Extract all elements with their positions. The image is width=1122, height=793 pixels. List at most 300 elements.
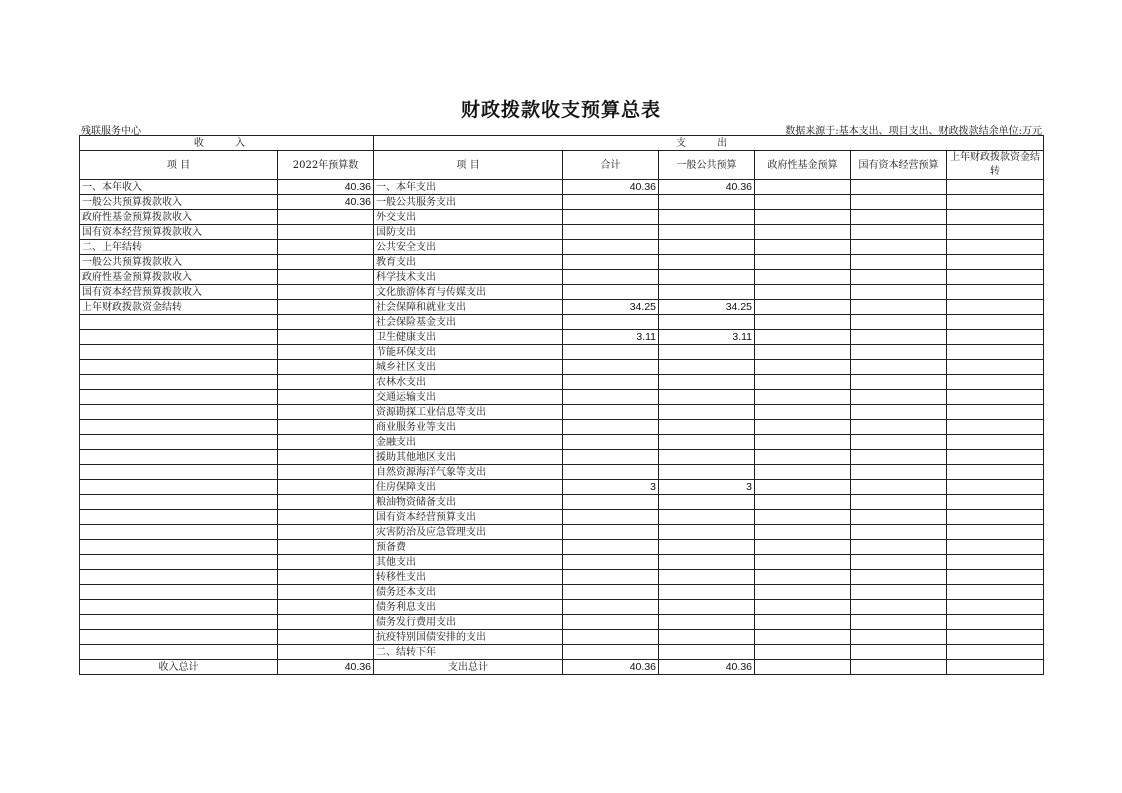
table-row <box>80 525 1044 540</box>
expense-item-cell: 卫生健康支出 <box>374 330 563 345</box>
carryover-cell <box>947 300 1044 315</box>
state-capital-total-value <box>851 660 947 675</box>
fund-budget-cell <box>755 210 851 225</box>
expense-item-cell: 教育支出 <box>374 255 563 270</box>
total-cell <box>563 360 659 375</box>
general-budget-cell <box>659 390 755 405</box>
expense-item-cell: 外交支出 <box>374 210 563 225</box>
state-capital-cell <box>851 420 947 435</box>
general-budget-cell: 3.11 <box>659 330 755 345</box>
expense-item-cell: 自然资源海洋气象等支出 <box>374 465 563 480</box>
state-capital-cell <box>851 360 947 375</box>
total-cell <box>563 540 659 555</box>
state-capital-cell <box>851 255 947 270</box>
fund-budget-cell <box>755 540 851 555</box>
fund-budget-cell <box>755 225 851 240</box>
income-amount-cell <box>278 405 374 420</box>
table-row <box>80 510 1044 525</box>
state-capital-cell <box>851 525 947 540</box>
income-amount-cell <box>278 390 374 405</box>
income-item-cell <box>80 615 278 630</box>
state-capital-cell <box>851 450 947 465</box>
income-total-value: 40.36 <box>278 660 374 675</box>
state-capital-cell <box>851 315 947 330</box>
state-capital-cell <box>851 240 947 255</box>
income-amount-cell <box>278 300 374 315</box>
unit-name: 残联服务中心 <box>81 126 141 137</box>
general-budget-cell <box>659 405 755 420</box>
carryover-cell <box>947 375 1044 390</box>
table-row <box>80 540 1044 555</box>
state-capital-cell <box>851 480 947 495</box>
fund-budget-cell <box>755 495 851 510</box>
state-capital-cell <box>851 375 947 390</box>
income-amount-cell <box>278 210 374 225</box>
state-capital-cell <box>851 465 947 480</box>
carryover-cell <box>947 585 1044 600</box>
income-item-cell <box>80 375 278 390</box>
column-header-row <box>80 151 1044 180</box>
income-amount-cell <box>278 555 374 570</box>
general-budget-cell <box>659 465 755 480</box>
expense-item-cell: 科学技术支出 <box>374 270 563 285</box>
income-amount-cell <box>278 330 374 345</box>
expense-item-cell: 文化旅游体育与传媒支出 <box>374 285 563 300</box>
expense-item-cell: 一、本年支出 <box>374 180 563 195</box>
state-capital-cell <box>851 195 947 210</box>
total-cell <box>563 585 659 600</box>
carryover-cell <box>947 195 1044 210</box>
fund-budget-cell <box>755 240 851 255</box>
carryover-cell <box>947 240 1044 255</box>
fund-budget-cell <box>755 270 851 285</box>
general-budget-cell <box>659 225 755 240</box>
carryover-cell <box>947 465 1044 480</box>
page-title: 财政拨款收支预算总表 <box>460 99 661 121</box>
expense-total-label: 支出总计 <box>374 660 563 675</box>
table-row <box>80 270 1044 285</box>
total-cell <box>563 495 659 510</box>
state-capital-cell <box>851 180 947 195</box>
table-row <box>80 375 1044 390</box>
income-amount-cell <box>278 255 374 270</box>
state-capital-cell <box>851 225 947 240</box>
total-cell <box>563 630 659 645</box>
total-cell <box>563 210 659 225</box>
fund-total-value <box>755 660 851 675</box>
general-budget-cell <box>659 210 755 225</box>
income-item-cell: 二、上年结转 <box>80 240 278 255</box>
general-budget-cell <box>659 345 755 360</box>
table-row <box>80 615 1044 630</box>
general-total-value: 40.36 <box>659 660 755 675</box>
general-budget-cell: 34.25 <box>659 300 755 315</box>
expense-item-cell: 债务发行费用支出 <box>374 615 563 630</box>
income-item-header: 项 目 <box>80 151 278 180</box>
income-item-cell <box>80 435 278 450</box>
total-cell <box>563 450 659 465</box>
expense-item-cell: 社会保障和就业支出 <box>374 300 563 315</box>
income-item-cell <box>80 645 278 660</box>
general-budget-cell <box>659 600 755 615</box>
income-item-cell <box>80 405 278 420</box>
table-row <box>80 465 1044 480</box>
total-cell: 3 <box>563 480 659 495</box>
expense-item-cell: 灾害防治及应急管理支出 <box>374 525 563 540</box>
income-item-cell <box>80 600 278 615</box>
expense-item-cell: 援助其他地区支出 <box>374 450 563 465</box>
total-cell <box>563 225 659 240</box>
fund-budget-cell <box>755 255 851 270</box>
table-row <box>80 630 1044 645</box>
carryover-cell <box>947 600 1044 615</box>
total-cell <box>563 270 659 285</box>
income-item-cell: 国有资本经营预算拨款收入 <box>80 225 278 240</box>
fund-budget-cell <box>755 420 851 435</box>
total-cell: 34.25 <box>563 300 659 315</box>
total-header: 合计 <box>563 151 659 180</box>
total-cell <box>563 345 659 360</box>
state-capital-cell <box>851 570 947 585</box>
expense-item-header: 项 目 <box>374 151 563 180</box>
table-row <box>80 405 1044 420</box>
fund-budget-cell <box>755 525 851 540</box>
general-budget-cell <box>659 360 755 375</box>
income-item-cell <box>80 540 278 555</box>
income-item-cell <box>80 570 278 585</box>
income-amount-cell <box>278 510 374 525</box>
state-capital-cell <box>851 435 947 450</box>
carryover-cell <box>947 525 1044 540</box>
expense-item-cell: 社会保险基金支出 <box>374 315 563 330</box>
expense-item-cell: 抗疫特别国债安排的支出 <box>374 630 563 645</box>
total-cell <box>563 555 659 570</box>
section-header-row <box>80 136 1044 151</box>
income-amount-cell <box>278 600 374 615</box>
general-budget-cell <box>659 630 755 645</box>
expense-item-cell: 一般公共服务支出 <box>374 195 563 210</box>
general-budget-cell <box>659 435 755 450</box>
state-capital-cell <box>851 285 947 300</box>
total-cell <box>563 195 659 210</box>
expense-item-cell: 商业服务业等支出 <box>374 420 563 435</box>
income-item-cell: 一、本年收入 <box>80 180 278 195</box>
carryover-cell <box>947 630 1044 645</box>
table-row <box>80 255 1044 270</box>
table-row <box>80 600 1044 615</box>
income-amount-cell <box>278 570 374 585</box>
table-row <box>80 555 1044 570</box>
expense-item-cell: 其他支出 <box>374 555 563 570</box>
income-item-cell <box>80 510 278 525</box>
state-capital-cell <box>851 555 947 570</box>
general-budget-cell <box>659 645 755 660</box>
fund-budget-cell <box>755 345 851 360</box>
carryover-cell <box>947 615 1044 630</box>
carryover-cell <box>947 555 1044 570</box>
state-capital-cell <box>851 645 947 660</box>
expense-section-header: 支 出 <box>374 136 1044 151</box>
fund-budget-cell <box>755 375 851 390</box>
expense-item-cell: 住房保障支出 <box>374 480 563 495</box>
expense-item-cell: 预备费 <box>374 540 563 555</box>
fund-budget-cell <box>755 300 851 315</box>
carryover-cell <box>947 420 1044 435</box>
income-amount-cell: 40.36 <box>278 195 374 210</box>
carryover-total-value <box>947 660 1044 675</box>
carryover-cell <box>947 390 1044 405</box>
state-capital-cell <box>851 540 947 555</box>
income-amount-cell <box>278 585 374 600</box>
total-cell <box>563 645 659 660</box>
income-item-cell <box>80 315 278 330</box>
expense-item-cell: 金融支出 <box>374 435 563 450</box>
income-item-cell: 政府性基金预算拨款收入 <box>80 210 278 225</box>
state-capital-cell <box>851 300 947 315</box>
fund-budget-cell <box>755 390 851 405</box>
general-budget-cell <box>659 285 755 300</box>
general-budget-cell <box>659 450 755 465</box>
fund-budget-cell <box>755 435 851 450</box>
table-row <box>80 315 1044 330</box>
table-row <box>80 390 1044 405</box>
table-row <box>80 285 1044 300</box>
totals-row <box>80 660 1044 675</box>
fund-budget-cell <box>755 285 851 300</box>
general-budget-header: 一般公共预算 <box>659 151 755 180</box>
total-cell <box>563 420 659 435</box>
income-amount-cell <box>278 465 374 480</box>
table-row <box>80 360 1044 375</box>
total-cell <box>563 600 659 615</box>
carryover-cell <box>947 270 1044 285</box>
income-total-label: 收入总计 <box>80 660 278 675</box>
total-cell <box>563 570 659 585</box>
general-budget-cell <box>659 270 755 285</box>
total-cell: 3.11 <box>563 330 659 345</box>
income-item-cell: 上年财政拨款资金结转 <box>80 300 278 315</box>
state-capital-cell <box>851 510 947 525</box>
general-budget-cell: 40.36 <box>659 180 755 195</box>
income-item-cell <box>80 465 278 480</box>
carryover-cell <box>947 480 1044 495</box>
carryover-cell <box>947 255 1044 270</box>
income-item-cell <box>80 420 278 435</box>
state-capital-cell <box>851 390 947 405</box>
carryover-cell <box>947 435 1044 450</box>
general-budget-cell: 3 <box>659 480 755 495</box>
income-item-cell <box>80 360 278 375</box>
table-row <box>80 435 1044 450</box>
income-amount-cell <box>278 315 374 330</box>
state-capital-header: 国有资本经营预算 <box>851 151 947 180</box>
carryover-cell <box>947 645 1044 660</box>
carryover-cell <box>947 495 1044 510</box>
expense-item-cell: 粮油物资储备支出 <box>374 495 563 510</box>
state-capital-cell <box>851 405 947 420</box>
income-item-cell: 政府性基金预算拨款收入 <box>80 270 278 285</box>
expense-item-cell: 国防支出 <box>374 225 563 240</box>
table-row <box>80 330 1044 345</box>
total-cell <box>563 240 659 255</box>
income-item-cell: 一般公共预算拨款收入 <box>80 195 278 210</box>
fund-budget-cell <box>755 405 851 420</box>
income-amount-cell <box>278 615 374 630</box>
income-item-cell <box>80 345 278 360</box>
state-capital-cell <box>851 585 947 600</box>
table-row <box>80 495 1044 510</box>
general-budget-cell <box>659 570 755 585</box>
total-cell <box>563 285 659 300</box>
carryover-cell <box>947 180 1044 195</box>
income-amount-cell <box>278 480 374 495</box>
income-amount-cell <box>278 285 374 300</box>
table-row <box>80 225 1044 240</box>
total-cell <box>563 390 659 405</box>
table-row <box>80 420 1044 435</box>
state-capital-cell <box>851 495 947 510</box>
income-item-cell <box>80 585 278 600</box>
income-amount-cell <box>278 240 374 255</box>
table-row <box>80 645 1044 660</box>
fund-budget-cell <box>755 585 851 600</box>
general-budget-cell <box>659 540 755 555</box>
income-item-cell <box>80 450 278 465</box>
income-amount-cell <box>278 540 374 555</box>
general-budget-cell <box>659 375 755 390</box>
table-row <box>80 585 1044 600</box>
fund-budget-cell <box>755 465 851 480</box>
table-row <box>80 345 1044 360</box>
general-budget-cell <box>659 510 755 525</box>
general-budget-cell <box>659 195 755 210</box>
state-capital-cell <box>851 210 947 225</box>
income-amount-cell <box>278 360 374 375</box>
general-budget-cell <box>659 495 755 510</box>
expense-item-cell: 债务还本支出 <box>374 585 563 600</box>
state-capital-cell <box>851 345 947 360</box>
income-section-header: 收 入 <box>80 136 374 151</box>
fund-budget-cell <box>755 555 851 570</box>
general-budget-cell <box>659 615 755 630</box>
total-cell <box>563 315 659 330</box>
expense-item-cell: 公共安全支出 <box>374 240 563 255</box>
total-cell <box>563 615 659 630</box>
fund-budget-header: 政府性基金预算 <box>755 151 851 180</box>
general-budget-cell <box>659 255 755 270</box>
general-budget-cell <box>659 240 755 255</box>
expense-item-cell: 二、结转下年 <box>374 645 563 660</box>
fund-budget-cell <box>755 645 851 660</box>
budget-table <box>79 135 1044 675</box>
table-row <box>80 300 1044 315</box>
fund-budget-cell <box>755 180 851 195</box>
general-budget-cell <box>659 525 755 540</box>
income-item-cell: 国有资本经营预算拨款收入 <box>80 285 278 300</box>
income-amount-cell <box>278 435 374 450</box>
income-item-cell: 一般公共预算拨款收入 <box>80 255 278 270</box>
fund-budget-cell <box>755 510 851 525</box>
expense-item-cell: 资源勘探工业信息等支出 <box>374 405 563 420</box>
total-cell <box>563 510 659 525</box>
fund-budget-cell <box>755 360 851 375</box>
table-row <box>80 180 1044 195</box>
total-cell <box>563 375 659 390</box>
expense-total-value: 40.36 <box>563 660 659 675</box>
expense-item-cell: 城乡社区支出 <box>374 360 563 375</box>
carryover-cell <box>947 540 1044 555</box>
income-amount-cell <box>278 225 374 240</box>
fund-budget-cell <box>755 315 851 330</box>
expense-item-cell: 交通运输支出 <box>374 390 563 405</box>
data-source-note: 数据来源于:基本支出、项目支出、财政拨款结余单位:万元 <box>785 126 1042 137</box>
state-capital-cell <box>851 600 947 615</box>
fund-budget-cell <box>755 330 851 345</box>
income-item-cell <box>80 495 278 510</box>
table-row <box>80 240 1044 255</box>
general-budget-cell <box>659 585 755 600</box>
income-amount-cell <box>278 345 374 360</box>
fund-budget-cell <box>755 480 851 495</box>
income-amount-cell <box>278 375 374 390</box>
state-capital-cell <box>851 630 947 645</box>
table-row <box>80 195 1044 210</box>
income-amount-cell <box>278 420 374 435</box>
income-item-cell <box>80 330 278 345</box>
total-cell <box>563 405 659 420</box>
budget-table-body <box>80 136 1044 675</box>
general-budget-cell <box>659 420 755 435</box>
income-item-cell <box>80 480 278 495</box>
table-row <box>80 210 1044 225</box>
fund-budget-cell <box>755 570 851 585</box>
income-item-cell <box>80 525 278 540</box>
carryover-cell <box>947 405 1044 420</box>
expense-item-cell: 节能环保支出 <box>374 345 563 360</box>
expense-item-cell: 国有资本经营预算支出 <box>374 510 563 525</box>
carryover-cell <box>947 330 1044 345</box>
total-cell <box>563 465 659 480</box>
fund-budget-cell <box>755 195 851 210</box>
carryover-header: 上年财政拨款资金结转 <box>947 151 1044 180</box>
fund-budget-cell <box>755 615 851 630</box>
income-item-cell <box>80 390 278 405</box>
total-cell <box>563 255 659 270</box>
general-budget-cell <box>659 315 755 330</box>
income-amount-cell <box>278 495 374 510</box>
expense-item-cell: 转移性支出 <box>374 570 563 585</box>
income-amount-cell: 40.36 <box>278 180 374 195</box>
total-cell: 40.36 <box>563 180 659 195</box>
table-row <box>80 450 1044 465</box>
total-cell <box>563 525 659 540</box>
state-capital-cell <box>851 270 947 285</box>
income-item-cell <box>80 630 278 645</box>
state-capital-cell <box>851 330 947 345</box>
carryover-cell <box>947 510 1044 525</box>
general-budget-cell <box>659 555 755 570</box>
carryover-cell <box>947 315 1044 330</box>
fund-budget-cell <box>755 630 851 645</box>
expense-item-cell: 农林水支出 <box>374 375 563 390</box>
income-amount-cell <box>278 630 374 645</box>
table-row <box>80 570 1044 585</box>
income-item-cell <box>80 555 278 570</box>
carryover-cell <box>947 285 1044 300</box>
carryover-cell <box>947 570 1044 585</box>
total-cell <box>563 435 659 450</box>
carryover-cell <box>947 225 1044 240</box>
